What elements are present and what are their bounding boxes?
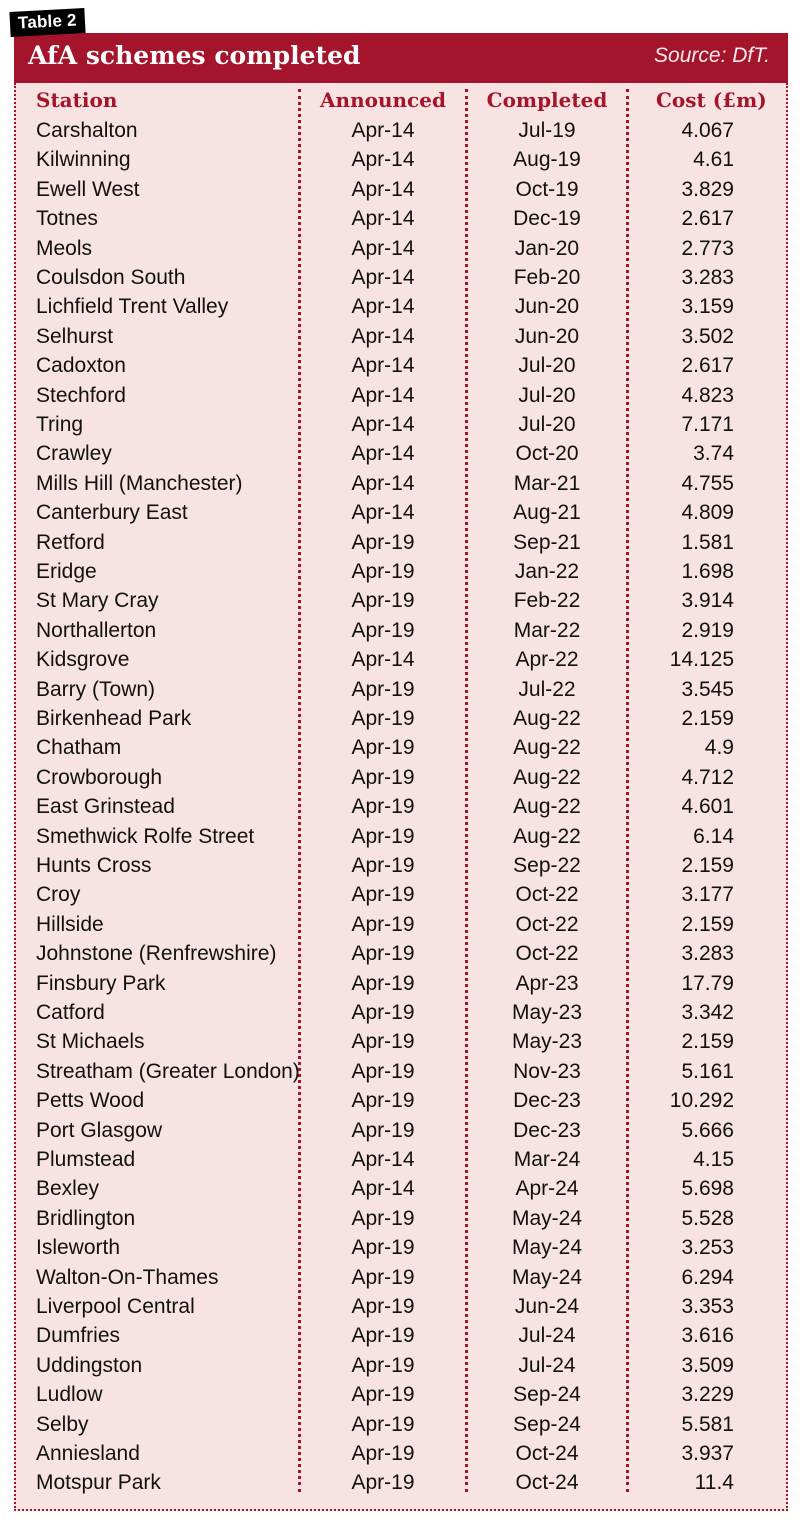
announced-cell: Apr-19 xyxy=(351,942,415,966)
station-cell: Hillside xyxy=(36,912,104,936)
table-row xyxy=(0,557,800,586)
cost-cell: 2.617 xyxy=(681,354,734,378)
announced-cell: Apr-19 xyxy=(351,1206,415,1230)
station-cell: Hunts Cross xyxy=(36,854,152,877)
table-row xyxy=(0,1174,800,1203)
station-cell: Retford xyxy=(36,530,105,554)
announced-cell: Apr-14 xyxy=(351,177,415,201)
station-cell: Bexley xyxy=(36,1177,100,1201)
announced-cell: Apr-14 xyxy=(351,501,415,525)
announced-cell: Apr-19 xyxy=(351,795,415,819)
cost-cell: 5.161 xyxy=(681,1059,734,1083)
station-cell: Crawley xyxy=(36,442,112,466)
completed-cell: Sep-24 xyxy=(513,1383,581,1407)
completed-cell: Dec-23 xyxy=(513,1089,581,1113)
column-header-cost: Cost (£m) xyxy=(656,88,767,112)
completed-cell: Mar-24 xyxy=(513,1148,581,1171)
station-cell: Uddingston xyxy=(36,1353,143,1377)
completed-cell: Oct-22 xyxy=(515,942,579,966)
announced-cell: Apr-19 xyxy=(351,971,415,995)
announced-cell: Apr-19 xyxy=(351,736,415,760)
cost-cell: 3.283 xyxy=(681,266,734,289)
cost-cell: 11.4 xyxy=(694,1471,734,1495)
announced-cell: Apr-19 xyxy=(351,1412,415,1436)
station-cell: Tring xyxy=(36,413,84,436)
announced-cell: Apr-19 xyxy=(351,1353,415,1377)
cost-cell: 3.177 xyxy=(681,883,734,907)
table-row xyxy=(0,1027,800,1056)
cost-cell: 2.773 xyxy=(681,236,734,260)
station-cell: Mills Hill (Manchester) xyxy=(36,471,243,495)
table-row xyxy=(0,792,800,821)
announced-cell: Apr-14 xyxy=(351,442,415,466)
station-cell: Stechford xyxy=(36,383,126,407)
station-cell: Walton-On-Thames xyxy=(36,1265,219,1289)
completed-cell: Jun-20 xyxy=(514,324,580,348)
cost-cell: 3.616 xyxy=(681,1324,734,1348)
completed-cell: Oct-24 xyxy=(515,1442,579,1465)
table-row xyxy=(0,910,800,939)
completed-cell: May-23 xyxy=(511,1001,583,1024)
table-row xyxy=(0,1439,800,1468)
completed-cell: Aug-22 xyxy=(513,824,581,848)
table-row xyxy=(0,939,800,968)
announced-cell: Apr-19 xyxy=(351,883,415,907)
completed-cell: Jun-20 xyxy=(514,295,580,319)
station-cell: East Grinstead xyxy=(36,795,175,819)
completed-cell: May-24 xyxy=(511,1265,583,1289)
announced-cell: Apr-19 xyxy=(351,1295,415,1318)
table-row xyxy=(0,1263,800,1292)
cost-cell: 5.581 xyxy=(681,1412,734,1436)
cost-cell: 3.914 xyxy=(681,589,734,613)
announced-cell: Apr-19 xyxy=(351,824,415,848)
cost-cell: 4.61 xyxy=(693,148,734,172)
column-header-completed: Completed xyxy=(486,88,608,112)
station-cell: Johnstone (Renfrewshire) xyxy=(36,942,277,966)
completed-cell: Sep-24 xyxy=(513,1412,581,1436)
announced-cell: Apr-14 xyxy=(351,1148,415,1171)
station-cell: Croy xyxy=(36,883,81,907)
station-cell: Petts Wood xyxy=(36,1089,145,1113)
station-cell: Barry (Town) xyxy=(36,677,156,701)
announced-cell: Apr-14 xyxy=(351,471,415,495)
table-row xyxy=(0,822,800,851)
table-row xyxy=(0,733,800,762)
table-row xyxy=(0,1233,800,1262)
cost-cell: 3.253 xyxy=(681,1236,734,1260)
table-row xyxy=(0,469,800,498)
station-cell: Motspur Park xyxy=(36,1471,161,1495)
column-header-row xyxy=(0,86,800,115)
station-cell: Ludlow xyxy=(36,1383,103,1407)
station-cell: Selhurst xyxy=(36,324,114,348)
table-row xyxy=(0,498,800,527)
station-cell: Totnes xyxy=(36,207,98,231)
table-title: AfA schemes completed xyxy=(28,41,361,70)
announced-cell: Apr-14 xyxy=(351,354,415,378)
completed-cell: Apr-24 xyxy=(515,1177,579,1201)
announced-cell: Apr-19 xyxy=(351,560,415,583)
cost-cell: 17.79 xyxy=(681,971,734,995)
completed-cell: Jun-24 xyxy=(514,1295,580,1318)
announced-cell: Apr-19 xyxy=(351,589,415,613)
station-cell: Canterbury East xyxy=(36,501,188,525)
cost-cell: 4.9 xyxy=(704,736,734,760)
table-row xyxy=(0,116,800,145)
station-cell: Isleworth xyxy=(36,1236,121,1260)
cost-cell: 3.502 xyxy=(681,324,734,348)
table-row xyxy=(0,204,800,233)
table-row xyxy=(0,645,800,674)
cost-cell: 6.294 xyxy=(681,1265,734,1289)
announced-cell: Apr-14 xyxy=(351,119,415,142)
completed-cell: May-23 xyxy=(511,1030,583,1054)
completed-cell: Mar-21 xyxy=(513,471,581,495)
cost-cell: 5.528 xyxy=(681,1206,734,1230)
station-cell: Carshalton xyxy=(36,119,138,142)
table-row xyxy=(0,145,800,174)
cost-cell: 4.823 xyxy=(681,383,734,407)
cost-cell: 5.698 xyxy=(681,1177,734,1201)
table-row xyxy=(0,175,800,204)
completed-cell: Jan-22 xyxy=(514,560,580,583)
station-cell: Kilwinning xyxy=(36,148,131,172)
announced-cell: Apr-14 xyxy=(351,324,415,348)
table-row xyxy=(0,1116,800,1145)
announced-cell: Apr-14 xyxy=(351,295,415,319)
table-row xyxy=(0,1380,800,1409)
table-row xyxy=(0,528,800,557)
completed-cell: Sep-22 xyxy=(513,854,581,877)
completed-cell: Jul-24 xyxy=(518,1353,576,1377)
completed-cell: Feb-22 xyxy=(513,589,581,613)
cost-cell: 6.14 xyxy=(693,824,734,848)
announced-cell: Apr-19 xyxy=(351,707,415,730)
completed-cell: Mar-22 xyxy=(513,618,581,642)
completed-cell: Oct-20 xyxy=(515,442,579,466)
station-cell: Smethwick Rolfe Street xyxy=(36,824,255,848)
completed-cell: Aug-22 xyxy=(513,736,581,760)
announced-cell: Apr-19 xyxy=(351,912,415,936)
completed-cell: Feb-20 xyxy=(513,266,581,289)
announced-cell: Apr-19 xyxy=(351,1442,415,1465)
station-cell: Eridge xyxy=(36,560,97,583)
table-row xyxy=(0,439,800,468)
table-row xyxy=(0,1292,800,1321)
table-row xyxy=(0,410,800,439)
table-row xyxy=(0,763,800,792)
cost-cell: 10.292 xyxy=(669,1089,734,1113)
completed-cell: Jul-20 xyxy=(518,413,576,436)
table-row xyxy=(0,292,800,321)
completed-cell: Apr-23 xyxy=(515,971,579,995)
station-cell: Cadoxton xyxy=(36,354,126,378)
station-cell: Northallerton xyxy=(36,618,157,642)
announced-cell: Apr-19 xyxy=(351,1236,415,1260)
cost-cell: 2.159 xyxy=(681,912,734,936)
announced-cell: Apr-19 xyxy=(351,1059,415,1083)
cost-cell: 3.545 xyxy=(681,677,734,701)
table-row xyxy=(0,586,800,615)
cost-cell: 3.74 xyxy=(693,442,734,466)
cost-cell: 2.617 xyxy=(681,207,734,231)
cost-cell: 3.353 xyxy=(681,1295,734,1318)
cost-cell: 2.159 xyxy=(681,707,734,730)
table-row xyxy=(0,1145,800,1174)
cost-cell: 2.159 xyxy=(681,1030,734,1054)
announced-cell: Apr-19 xyxy=(351,1324,415,1348)
table-row xyxy=(0,969,800,998)
announced-cell: Apr-14 xyxy=(351,236,415,260)
cost-cell: 4.809 xyxy=(681,501,734,525)
station-cell: Selby xyxy=(36,1412,89,1436)
completed-cell: Oct-24 xyxy=(515,1471,579,1495)
completed-cell: Jan-20 xyxy=(514,236,580,260)
completed-cell: Oct-22 xyxy=(515,883,579,907)
table-row xyxy=(0,263,800,292)
table-row xyxy=(0,1086,800,1115)
station-cell: Kidsgrove xyxy=(36,648,130,672)
table-row xyxy=(0,851,800,880)
completed-cell: Dec-19 xyxy=(513,207,581,231)
station-cell: Plumstead xyxy=(36,1148,136,1171)
station-cell: Birkenhead Park xyxy=(36,707,192,730)
completed-cell: Aug-19 xyxy=(513,148,581,172)
cost-cell: 3.342 xyxy=(681,1001,734,1024)
completed-cell: Aug-22 xyxy=(513,765,581,789)
column-header-announced: Announced xyxy=(320,88,446,112)
table-row xyxy=(0,880,800,909)
completed-cell: Nov-23 xyxy=(513,1059,581,1083)
station-cell: Coulsdon South xyxy=(36,266,186,289)
announced-cell: Apr-19 xyxy=(351,1001,415,1024)
station-cell: Finsbury Park xyxy=(36,971,166,995)
completed-cell: Jul-20 xyxy=(518,354,576,378)
cost-cell: 1.698 xyxy=(681,560,734,583)
announced-cell: Apr-14 xyxy=(351,648,415,672)
table-row xyxy=(0,998,800,1027)
cost-cell: 3.229 xyxy=(681,1383,734,1407)
table-row xyxy=(0,1204,800,1233)
cost-cell: 3.509 xyxy=(681,1353,734,1377)
announced-cell: Apr-19 xyxy=(351,1118,415,1142)
cost-cell: 3.937 xyxy=(681,1442,734,1465)
cost-cell: 4.15 xyxy=(693,1148,734,1171)
cost-cell: 4.601 xyxy=(681,795,734,819)
cost-cell: 1.581 xyxy=(681,530,734,554)
cost-cell: 3.283 xyxy=(681,942,734,966)
completed-cell: Jul-24 xyxy=(518,1324,576,1348)
station-cell: Chatham xyxy=(36,736,122,760)
announced-cell: Apr-19 xyxy=(351,1471,415,1495)
station-cell: Ewell West xyxy=(36,177,140,201)
announced-cell: Apr-19 xyxy=(351,1383,415,1407)
table-row xyxy=(0,1410,800,1439)
station-cell: Bridlington xyxy=(36,1206,136,1230)
completed-cell: Dec-23 xyxy=(513,1118,581,1142)
source-note: Source: DfT. xyxy=(654,44,770,67)
announced-cell: Apr-19 xyxy=(351,1030,415,1054)
completed-cell: Aug-22 xyxy=(513,795,581,819)
announced-cell: Apr-14 xyxy=(351,207,415,231)
cost-cell: 3.829 xyxy=(681,177,734,201)
completed-cell: Oct-22 xyxy=(515,912,579,936)
completed-cell: Aug-22 xyxy=(513,707,581,730)
announced-cell: Apr-19 xyxy=(351,677,415,701)
table-row xyxy=(0,234,800,263)
station-cell: Crowborough xyxy=(36,765,163,789)
table-row xyxy=(0,322,800,351)
station-cell: Meols xyxy=(36,236,93,260)
announced-cell: Apr-14 xyxy=(351,266,415,289)
cost-cell: 7.171 xyxy=(681,413,734,436)
announced-cell: Apr-14 xyxy=(351,413,415,436)
cost-cell: 4.755 xyxy=(681,471,734,495)
station-cell: Liverpool Central xyxy=(36,1295,195,1318)
announced-cell: Apr-19 xyxy=(351,854,415,877)
cost-cell: 2.159 xyxy=(681,854,734,877)
cost-cell: 14.125 xyxy=(669,648,734,672)
announced-cell: Apr-19 xyxy=(351,1089,415,1113)
table-row xyxy=(0,704,800,733)
table-row xyxy=(0,1351,800,1380)
completed-cell: Aug-21 xyxy=(513,501,581,525)
station-cell: Catford xyxy=(36,1001,105,1024)
cost-cell: 3.159 xyxy=(681,295,734,319)
column-header-station: Station xyxy=(36,88,118,112)
completed-cell: Oct-19 xyxy=(515,177,579,201)
table-row xyxy=(0,351,800,380)
announced-cell: Apr-19 xyxy=(351,530,415,554)
station-cell: Dumfries xyxy=(36,1324,121,1348)
cost-cell: 5.666 xyxy=(681,1118,734,1142)
cost-cell: 4.712 xyxy=(681,765,734,789)
station-cell: Streatham (Greater London) xyxy=(36,1059,300,1083)
table-row xyxy=(0,1321,800,1350)
completed-cell: Apr-22 xyxy=(515,648,579,672)
table-row xyxy=(0,1057,800,1086)
completed-cell: Jul-22 xyxy=(518,677,576,701)
announced-cell: Apr-14 xyxy=(351,1177,415,1201)
table-header-bar xyxy=(14,33,788,83)
station-cell: Lichfield Trent Valley xyxy=(36,295,229,319)
completed-cell: May-24 xyxy=(511,1206,583,1230)
station-cell: St Michaels xyxy=(36,1030,145,1054)
station-cell: Port Glasgow xyxy=(36,1118,163,1142)
completed-cell: Jul-20 xyxy=(518,383,576,407)
table-number-tag: Table 2 xyxy=(9,8,85,37)
cost-cell: 2.919 xyxy=(681,618,734,642)
announced-cell: Apr-19 xyxy=(351,1265,415,1289)
station-cell: Anniesland xyxy=(36,1442,140,1465)
table-row xyxy=(0,675,800,704)
completed-cell: Jul-19 xyxy=(518,119,576,142)
table-row xyxy=(0,381,800,410)
completed-cell: May-24 xyxy=(511,1236,583,1260)
completed-cell: Sep-21 xyxy=(513,530,581,554)
table-row xyxy=(0,1468,800,1497)
cost-cell: 4.067 xyxy=(681,119,734,142)
announced-cell: Apr-14 xyxy=(351,383,415,407)
table-row xyxy=(0,616,800,645)
station-cell: St Mary Cray xyxy=(36,589,159,613)
announced-cell: Apr-14 xyxy=(351,148,415,172)
announced-cell: Apr-19 xyxy=(351,765,415,789)
announced-cell: Apr-19 xyxy=(351,618,415,642)
